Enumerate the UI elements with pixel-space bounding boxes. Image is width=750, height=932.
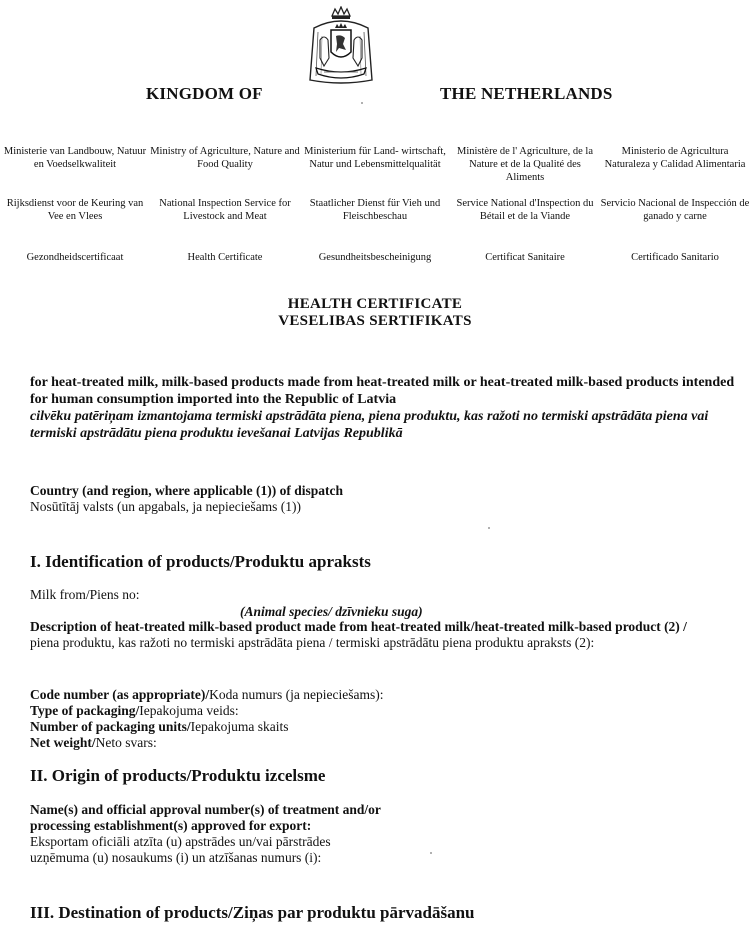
country-of-dispatch xyxy=(30,483,343,515)
ministry-nl: Ministerie van Landbouw, Natuur en Voedselkwaliteit xyxy=(3,146,147,170)
packaging-units-line xyxy=(30,719,383,735)
ministry-fr: Ministère de l' Agriculture, de la Nature et de la Qualité des Aliments xyxy=(456,146,594,183)
intro-paragraph xyxy=(30,374,742,442)
coat-of-arms-emblem xyxy=(302,6,380,88)
inspection-row xyxy=(0,197,750,223)
packaging-units-lv: Iepakojuma skaits xyxy=(190,719,289,734)
establishment-en-1: Name(s) and official approval number(s) of treatment and/or xyxy=(30,802,381,817)
scan-speck xyxy=(361,102,363,104)
certificate-nl: Gezondheidscertificaat xyxy=(26,252,124,263)
milk-from-label: Milk from/Piens no: xyxy=(30,587,140,602)
scan-speck xyxy=(488,527,490,529)
animal-species-label: (Animal species/ dzīvnieku suga) xyxy=(240,604,423,619)
intro-english: for heat-treated milk, milk-based products made from heat-treated milk or heat-treated milk-based products intended for human consumption imported into the Republic of Latvia xyxy=(30,375,735,407)
inspection-en: National Inspection Service for Livestock and Meat xyxy=(159,198,291,222)
establishment-block xyxy=(30,802,381,866)
scan-speck xyxy=(430,852,432,854)
intro-latvian: cilvēku patēriņam izmantojama termiski apstrādāta piena, piena produktu, kas ražoti no termiski apstrādāta piena vai termiski apstrādātu piena produktu ievešanai Latvijas Republikā xyxy=(30,409,709,441)
establishment-lv-2: uzņēmuma (u) nosaukums (i) un atzīšanas numurs (i): xyxy=(30,850,322,865)
certificate-es: Certificado Sanitario xyxy=(631,252,719,263)
ministry-en: Ministry of Agriculture, Nature and Food Quality xyxy=(150,146,300,170)
net-weight-line xyxy=(30,735,383,751)
description-english: Description of heat-treated milk-based product made from heat-treated milk/heat-treated milk-based product (2) / xyxy=(30,619,687,634)
ministry-es: Ministerio de Agricultura Naturaleza y Calidad Alimentaria xyxy=(604,146,746,170)
packaging-type-en: Type of packaging/ xyxy=(30,703,140,718)
ministry-de: Ministerium für Land- wirtschaft, Natur und Lebensmittelqualität xyxy=(304,146,446,170)
certificate-de: Gesundheitsbescheinigung xyxy=(318,252,432,263)
title-english: HEALTH CERTIFICATE xyxy=(287,296,463,312)
section-2-heading: II. Origin of products/Produktu izcelsme xyxy=(30,766,326,785)
establishment-lv-1: Eksportam oficiāli atzīta (u) apstrādes un/vai pārstrādes xyxy=(30,834,331,849)
code-number-lv: Koda numurs (ja nepieciešams): xyxy=(209,687,384,702)
product-description xyxy=(30,619,720,651)
inspection-nl: Rijksdienst voor de Keuring van Vee en Vlees xyxy=(6,198,144,222)
inspection-fr: Service National d'Inspection du Bétail et de la Viande xyxy=(456,198,594,222)
country-latvian: Nosūtītāj valsts (un apgabals, ja nepieciešams (1)) xyxy=(30,499,302,514)
code-number-en: Code number (as appropriate)/ xyxy=(30,687,210,702)
ministry-row xyxy=(0,145,750,184)
product-details xyxy=(30,687,383,751)
title-latvian: VESELIBAS SERTIFIKATS xyxy=(278,313,472,329)
net-weight-en: Net weight/ xyxy=(30,735,96,750)
certificate-row xyxy=(0,251,750,264)
inspection-es: Servicio Nacional de Inspección de ganado y carne xyxy=(600,198,750,222)
packaging-type-line xyxy=(30,703,383,719)
country-english: Country (and region, where applicable (1)) of dispatch xyxy=(30,483,344,498)
packaging-type-lv: Iepakojuma veids: xyxy=(139,703,239,718)
document-title xyxy=(0,296,750,330)
certificate-en: Health Certificate xyxy=(187,252,263,263)
net-weight-lv: Neto svars: xyxy=(95,735,157,750)
section-1-heading: I. Identification of products/Produktu apraksts xyxy=(30,552,371,571)
section-3-heading: III. Destination of products/Ziņas par produktu pārvadāšanu xyxy=(30,903,475,922)
header-kingdom-of: KINGDOM OF xyxy=(146,84,263,103)
inspection-de: Staatlicher Dienst für Vieh und Fleischbeschau xyxy=(309,198,441,222)
code-number-line xyxy=(30,687,383,703)
packaging-units-en: Number of packaging units/ xyxy=(30,719,191,734)
certificate-fr: Certificat Sanitaire xyxy=(485,252,565,263)
establishment-en-2: processing establishment(s) approved for export: xyxy=(30,818,312,833)
description-latvian: piena produktu, kas ražoti no termiski apstrādāta piena / termiski apstrādātu piena produktu apraksts (2): xyxy=(30,635,595,650)
header-the-netherlands: THE NETHERLANDS xyxy=(440,84,613,103)
